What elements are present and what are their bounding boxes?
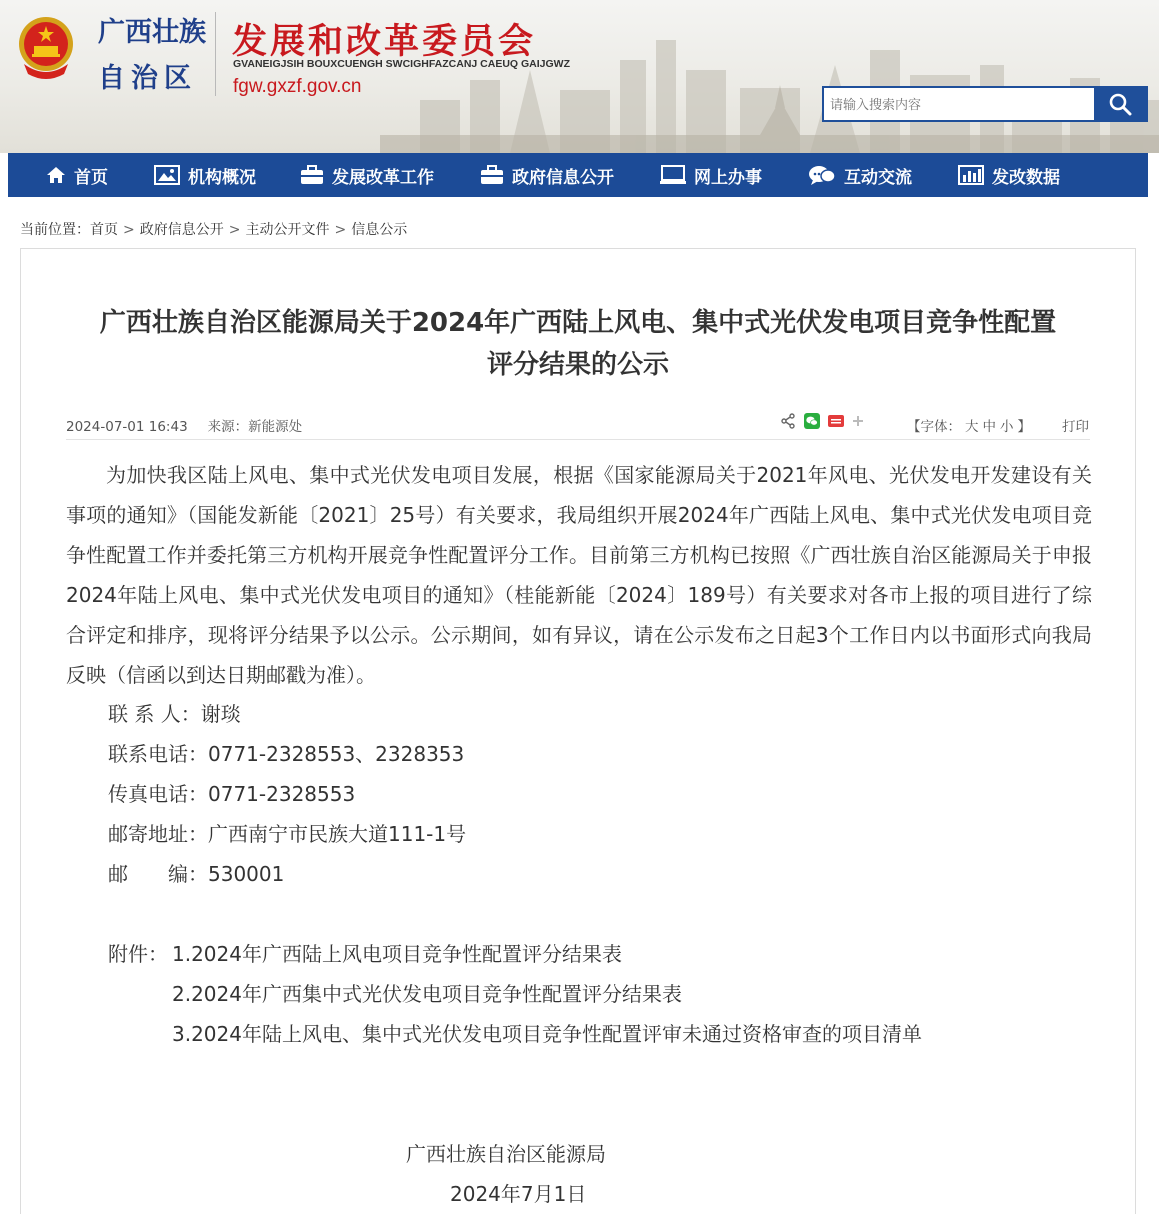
site-header [0, 0, 1159, 153]
site-title-zhuang: GVANEIGJSIH BOUXCUENGH SWCIGHFAZCANJ CAEUQ GAIJGWZ [233, 58, 570, 70]
contact-postcode: 邮 编：530001 [108, 862, 285, 886]
article-paragraph: 为加快我区陆上风电、集中式光伏发电项目发展，根据《国家能源局关于2021年风电、光伏发电开发建设有关事项的通知》（国能发新能〔2021〕25号）有关要求，我局组织开展2024年广西陆上风电、集中式光伏发电项目竞争性配置工作并委托第三方机构开展竞争性配置评分工作。目前第三方机构已按照《广西壮族自治区能源局关于申报2024年陆上风电、集中式光伏发电项目的通知》（桂能新能〔2024〕189号）有关要求对各市上报的项目进行了综合评定和排序，现将评分结果予以公示。公示期间，如有异议，请在公示发布之日起3个工作日内以书面形式向我局反映（信函以到达日期邮戳为准）。 [66, 463, 1092, 687]
nav-item-home[interactable] [46, 153, 108, 197]
signature-org: 广西壮族自治区能源局 [406, 1142, 606, 1166]
font-size-large-button[interactable]: 大 [965, 419, 979, 435]
article-body [66, 455, 1092, 695]
breadcrumb-public-docs[interactable]: 主动公开文件 [245, 222, 330, 238]
nav-label: 发展改革工作 [332, 167, 434, 188]
share-tools [780, 413, 872, 429]
nav-item-online-service[interactable] [660, 153, 762, 197]
attachment-link[interactable]: 2.2024年广西集中式光伏发电项目竞争性配置评分结果表 [172, 982, 682, 1006]
attachments-label: 附件： [108, 942, 168, 966]
font-size-medium-button[interactable]: 中 [982, 419, 996, 435]
nav-label: 发改数据 [992, 167, 1060, 188]
article-meta [66, 415, 302, 435]
breadcrumb-home[interactable]: 首页 [90, 222, 118, 238]
folder-icon [480, 165, 504, 185]
article-source: 来源：新能源处 [207, 419, 303, 435]
font-size-label-close: 】 [1017, 419, 1031, 435]
publish-date: 2024-07-01 16:43 [66, 419, 188, 435]
breadcrumb-prefix: 当前位置： [20, 222, 90, 238]
org-name-line2: 自治区 [98, 63, 197, 94]
print-button[interactable]: 打印 [1062, 419, 1089, 435]
breadcrumb [20, 219, 407, 239]
home-icon [46, 165, 66, 185]
article-title [40, 302, 1116, 386]
org-name-line1: 广西壮族 [98, 17, 206, 48]
briefcase-icon [300, 165, 324, 185]
breadcrumb-info-notice[interactable]: 信息公示 [351, 222, 408, 238]
font-size-label-open: 【字体： [907, 419, 961, 435]
attachment-link[interactable]: 3.2024年陆上风电、集中式光伏发电项目竞争性配置评审未通过资格审查的项目清单 [172, 1022, 922, 1046]
national-emblem-icon [14, 14, 78, 80]
nav-label: 机构概况 [188, 167, 256, 188]
search-icon [1108, 92, 1132, 116]
article-title-line1: 广西壮族自治区能源局关于2024年广西陆上风电、集中式光伏发电项目竞争性配置 [99, 308, 1057, 338]
attachment-link[interactable]: 1.2024年广西陆上风电项目竞争性配置评分结果表 [172, 942, 622, 966]
signature-date: 2024年7月1日 [450, 1182, 587, 1206]
site-domain[interactable]: fgw.gxzf.gov.cn [233, 76, 362, 97]
more-share-icon[interactable] [852, 415, 864, 427]
breadcrumb-separator-icon: > [334, 222, 347, 238]
main-nav [8, 153, 1148, 197]
nav-item-gov-info[interactable] [480, 153, 614, 197]
monitor-icon [660, 165, 686, 185]
nav-item-interaction[interactable] [808, 153, 912, 197]
contact-address: 邮寄地址：广西南宁市民族大道111-1号 [108, 822, 467, 846]
nav-label: 首页 [74, 167, 108, 188]
breadcrumb-separator-icon: > [123, 222, 135, 238]
contact-fax: 传真电话：0771-2328553 [108, 782, 356, 806]
font-size-control [905, 415, 1033, 435]
toutiao-icon[interactable] [828, 413, 844, 429]
chat-icon [808, 165, 836, 185]
header-divider [215, 12, 216, 96]
bar-chart-icon [958, 165, 984, 185]
contact-person: 联 系 人：谢琰 [108, 702, 241, 726]
nav-label: 互动交流 [844, 167, 912, 188]
nav-item-reform-work[interactable] [300, 153, 434, 197]
article-title-line2: 评分结果的公示 [486, 350, 669, 380]
site-title[interactable]: 发展和改革委员会 [232, 21, 537, 62]
search-box [822, 86, 1148, 122]
nav-label: 政府信息公开 [512, 167, 614, 188]
font-size-small-button[interactable]: 小 [1000, 419, 1014, 435]
share-icon[interactable] [780, 413, 796, 429]
nav-item-about[interactable] [154, 153, 256, 197]
search-button[interactable] [1094, 88, 1146, 120]
breadcrumb-separator-icon: > [228, 222, 241, 238]
contact-phone: 联系电话：0771-2328553、2328353 [108, 742, 465, 766]
nav-item-data[interactable] [958, 153, 1060, 197]
picture-icon [154, 165, 180, 185]
search-input[interactable] [824, 88, 1094, 120]
wechat-icon[interactable] [804, 413, 820, 429]
meta-divider [66, 439, 1090, 440]
breadcrumb-gov-info[interactable]: 政府信息公开 [139, 222, 224, 238]
nav-label: 网上办事 [694, 167, 762, 188]
